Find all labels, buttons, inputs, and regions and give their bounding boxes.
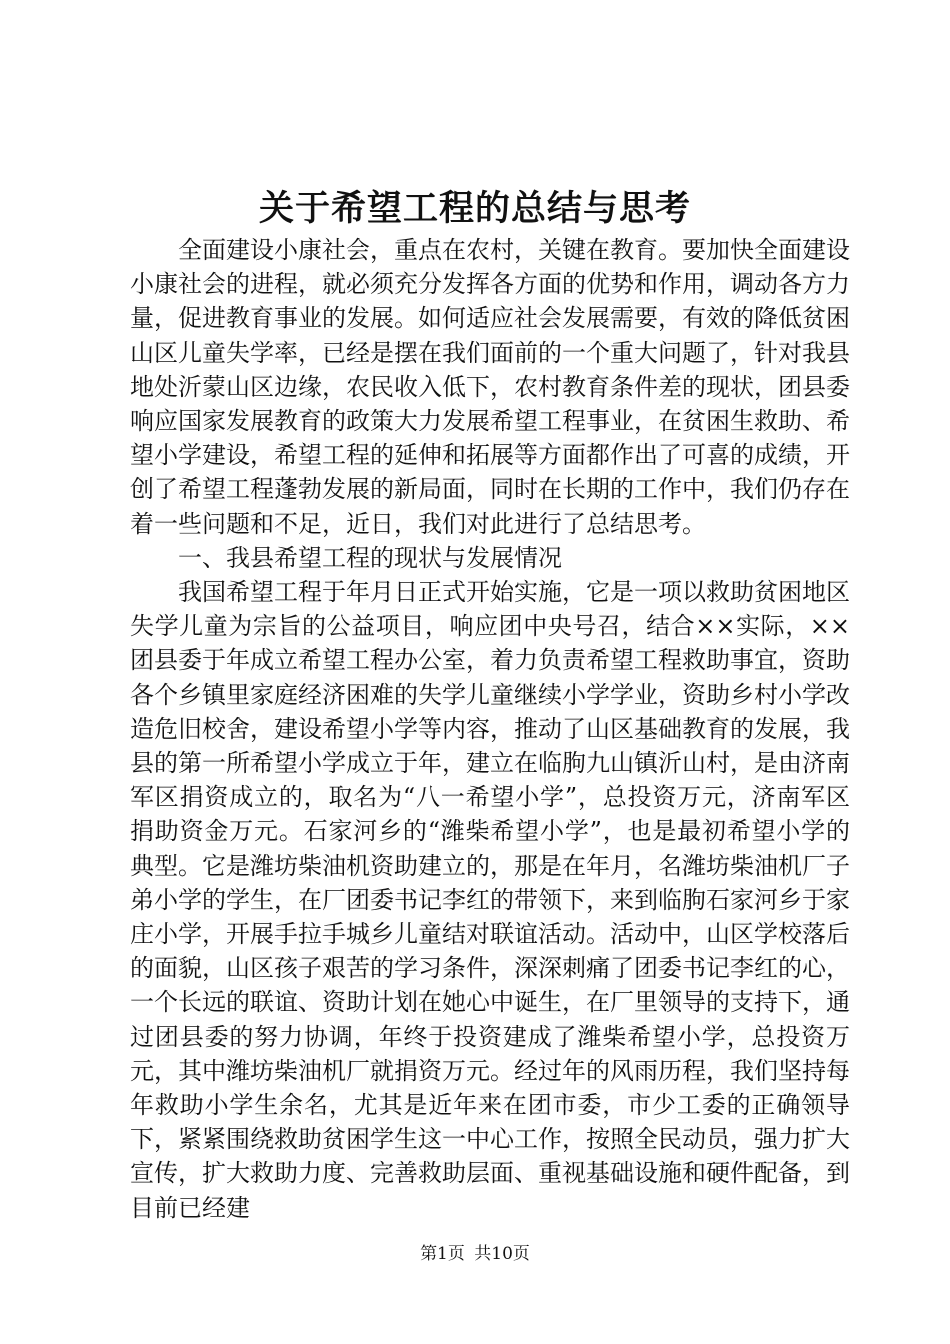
intro-paragraph: 全面建设小康社会，重点在农村，关键在教育。要加快全面建设小康社会的进程，就必须充分发挥各方面的优势和作用，调动各方力量，促进教育事业的发展。如何适应社会发展需要，有效的降低贫困山区儿童失学率，已经是摆在我们面前的一个重大问题了，针对我县地处沂蒙山区边缘，农民收入低下，农村教育条件差的现状，团县委响应国家发展教育的政策大力发展希望工程事业，在贫困生救助、希望小学建设，希望工程的延伸和拓展等方面都作出了可喜的成绩，开创了希望工程蓬勃发展的新局面，同时在长期的工作中，我们仍存在着一些问题和不足，近日，我们对此进行了总结思考。 xyxy=(130,236,850,538)
page-total: 共10页 xyxy=(474,1244,530,1264)
page-footer xyxy=(0,1243,950,1265)
document-title: 关于希望工程的总结与思考 xyxy=(258,188,691,229)
section-heading: 一、我县希望工程的现状与发展情况 xyxy=(178,543,562,572)
page-number: 第1页 xyxy=(420,1244,465,1264)
section-paragraph: 我国希望工程于年月日正式开始实施，它是一项以救助贫困地区失学儿童为宗旨的公益项目，响应团中央号召，结合××实际，××团县委于年成立希望工程办公室，着力负责希望工程救助事宜，资助各个乡镇里家庭经济困难的失学儿童继续小学学业，资助乡村小学改造危旧校舍，建设希望小学等内容，推动了山区基础教育的发展，我县的第一所希望小学成立于年，建立在临朐九山镇沂山村，是由济南军区捐资成立的，取名为“八一希望小学”，总投资万元，济南军区捐助资金万元。石家河乡的“潍柴希望小学”，也是最初希望小学的典型。它是潍坊柴油机资助建立的，那是在年月，名潍坊柴油机厂子弟小学的学生，在厂团委书记李红的带领下，来到临朐石家河乡于家庄小学，开展手拉手城乡儿童结对联谊活动。活动中，山区学校落后的面貌，山区孩子艰苦的学习条件，深深刺痛了团委书记李红的心，一个长远的联谊、资助计划在她心中诞生，在厂里领导的支持下，通过团县委的努力协调，年终于投资建成了潍柴希望小学，总投资万元，其中潍坊柴油机厂就捐资万元。经过年的风雨历程，我们坚持每年救助小学生余名，尤其是近年来在团市委，市少工委的正确领导下，紧紧围绕救助贫困学生这一中心工作，按照全民动员，强力扩大宣传，扩大救助力度、完善救助层面、重视基础设施和硬件配备，到目前已经建 xyxy=(130,578,850,1222)
document-body xyxy=(130,233,850,1225)
